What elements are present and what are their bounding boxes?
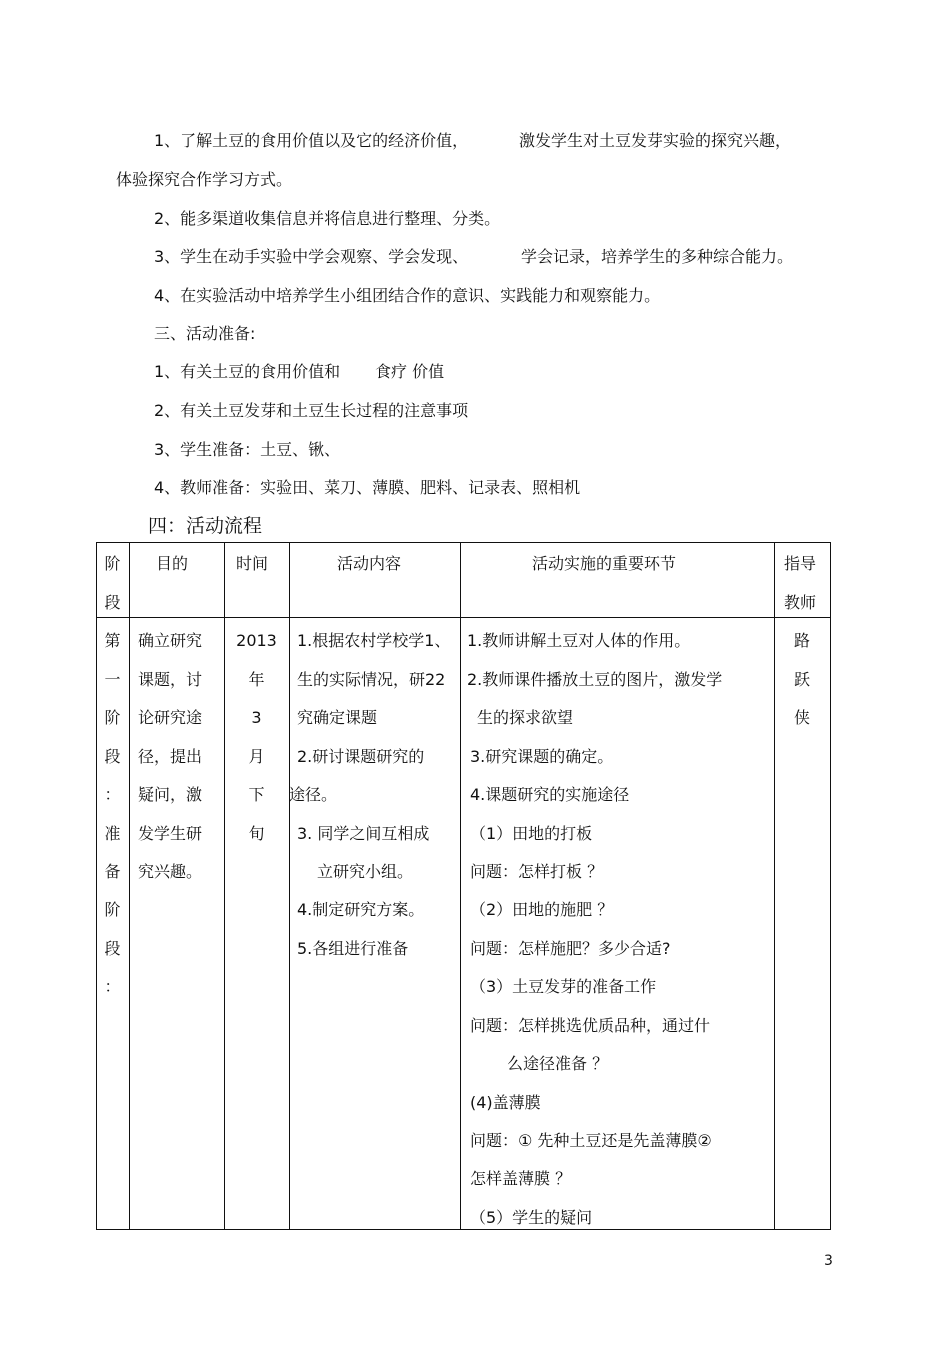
header-time: 时间 [236,554,269,573]
stage-char: ： [104,977,121,996]
step-line: 1.教师讲解土豆对人体的作用。 [467,631,691,650]
header-teacher-2: 教师 [784,593,817,612]
step-line: 3.研究课题的确定。 [470,747,614,766]
goal-2: 2、能多渠道收集信息并将信息进行整理、分类。 [154,209,501,228]
time-line: 3 [251,708,262,727]
teacher-char: 跃 [793,670,810,689]
goal-line: 疑问，激 [138,785,203,804]
goal-line: 究兴趣。 [138,862,203,881]
content-line: 立研究小组。 [317,862,414,881]
table-header-divider [96,617,831,618]
stage-char: 段 [104,747,121,766]
step-line: 问题：怎样施肥？多少合适? [470,939,671,958]
goal-1-part-c: 体验探究合作学习方式。 [116,170,293,189]
header-content: 活动内容 [337,554,402,573]
header-stage-2: 段 [104,593,121,612]
content-line: 途径。 [289,785,338,804]
goal-line: 径，提出 [138,747,203,766]
step-line: (4)盖薄膜 [470,1093,541,1112]
content-line: 5.各组进行准备 [297,939,409,958]
goal-line: 发学生研 [138,824,203,843]
step-line: 4.课题研究的实施途径 [470,785,630,804]
step-line: 生的探求欲望 [477,708,574,727]
page-number: 3 [824,1253,833,1269]
stage-char: 段 [104,939,121,958]
table-border-top [96,542,831,543]
stage-char: ： [104,785,121,804]
step-line: 么途径准备 ？ [507,1054,609,1073]
stage-char: 一 [104,670,121,689]
goal-1-part-b: 激发学生对土豆发芽实验的探究兴趣， [519,131,792,150]
teacher-char: 路 [793,631,810,650]
table-col-divider [289,542,290,1230]
step-line: 2.教师课件播放土豆的图片，激发学 [467,670,723,689]
flow-heading: 四：活动流程 [148,515,263,537]
header-teacher-1: 指导 [784,554,817,573]
prep-item-2: 2、有关土豆发芽和土豆生长过程的注意事项 [154,401,469,420]
stage-char: 阶 [104,900,121,919]
step-line: 怎样盖薄膜 ？ [470,1169,572,1188]
step-line: 问题：怎样打板 ？ [470,862,604,881]
stage-char: 第 [104,631,121,650]
goal-1-part-a: 1、了解土豆的食用价值以及它的经济价值， [154,131,469,150]
prep-item-1b: 食疗 价值 [375,362,445,381]
content-line: 究确定课题 [297,708,378,727]
header-stage-1: 阶 [104,554,121,573]
time-line: 2013 [236,631,277,650]
activity-flow-table [96,542,831,1230]
prep-item-4: 4、教师准备：实验田、菜刀、薄膜、肥料、记录表、照相机 [154,478,581,497]
step-line: （3）土豆发芽的准备工作 [470,977,657,996]
prep-item-3: 3、学生准备：土豆、锹、 [154,440,341,459]
header-steps: 活动实施的重要环节 [532,554,677,573]
goal-line: 课题，讨 [138,670,203,689]
time-line: 旬 [248,824,265,843]
goal-4: 4、在实验活动中培养学生小组团结合作的意识、实践能力和观察能力。 [154,286,661,305]
step-line: 问题：① 先种土豆还是先盖薄膜② [470,1131,712,1150]
content-line: 3. 同学之间互相成 [297,824,430,843]
table-border-right [830,542,831,1230]
goal-line: 论研究途 [138,708,203,727]
step-line: （2）田地的施肥 ？ [470,900,614,919]
prep-item-1a: 1、有关土豆的食用价值和 [154,362,341,381]
content-line: 4.制定研究方案。 [297,900,425,919]
table-col-divider [129,542,130,1230]
header-goal: 目的 [156,554,189,573]
table-col-divider [460,542,461,1230]
step-line: （1）田地的打板 [470,824,593,843]
step-line: （5）学生的疑问 [470,1208,593,1227]
stage-char: 备 [104,862,121,881]
goal-3-part-b: 学会记录，培养学生的多种综合能力。 [521,247,794,266]
prep-heading: 三、活动准备: [154,324,256,343]
content-line: 2.研讨课题研究的 [297,747,425,766]
content-line: 生的实际情况，研22 [297,670,446,689]
stage-char: 准 [104,824,121,843]
goal-line: 确立研究 [138,631,203,650]
stage-char: 阶 [104,708,121,727]
time-line: 下 [248,785,265,804]
time-line: 年 [248,670,265,689]
step-line: 问题：怎样挑选优质品种，通过什 [470,1016,711,1035]
time-line: 月 [248,747,265,766]
goal-3-part-a: 3、学生在动手实验中学会观察、学会发现、 [154,247,469,266]
teacher-char: 侠 [793,708,810,727]
content-line: 1.根据农村学校学1、 [297,631,451,650]
table-border-bottom [96,1229,831,1230]
